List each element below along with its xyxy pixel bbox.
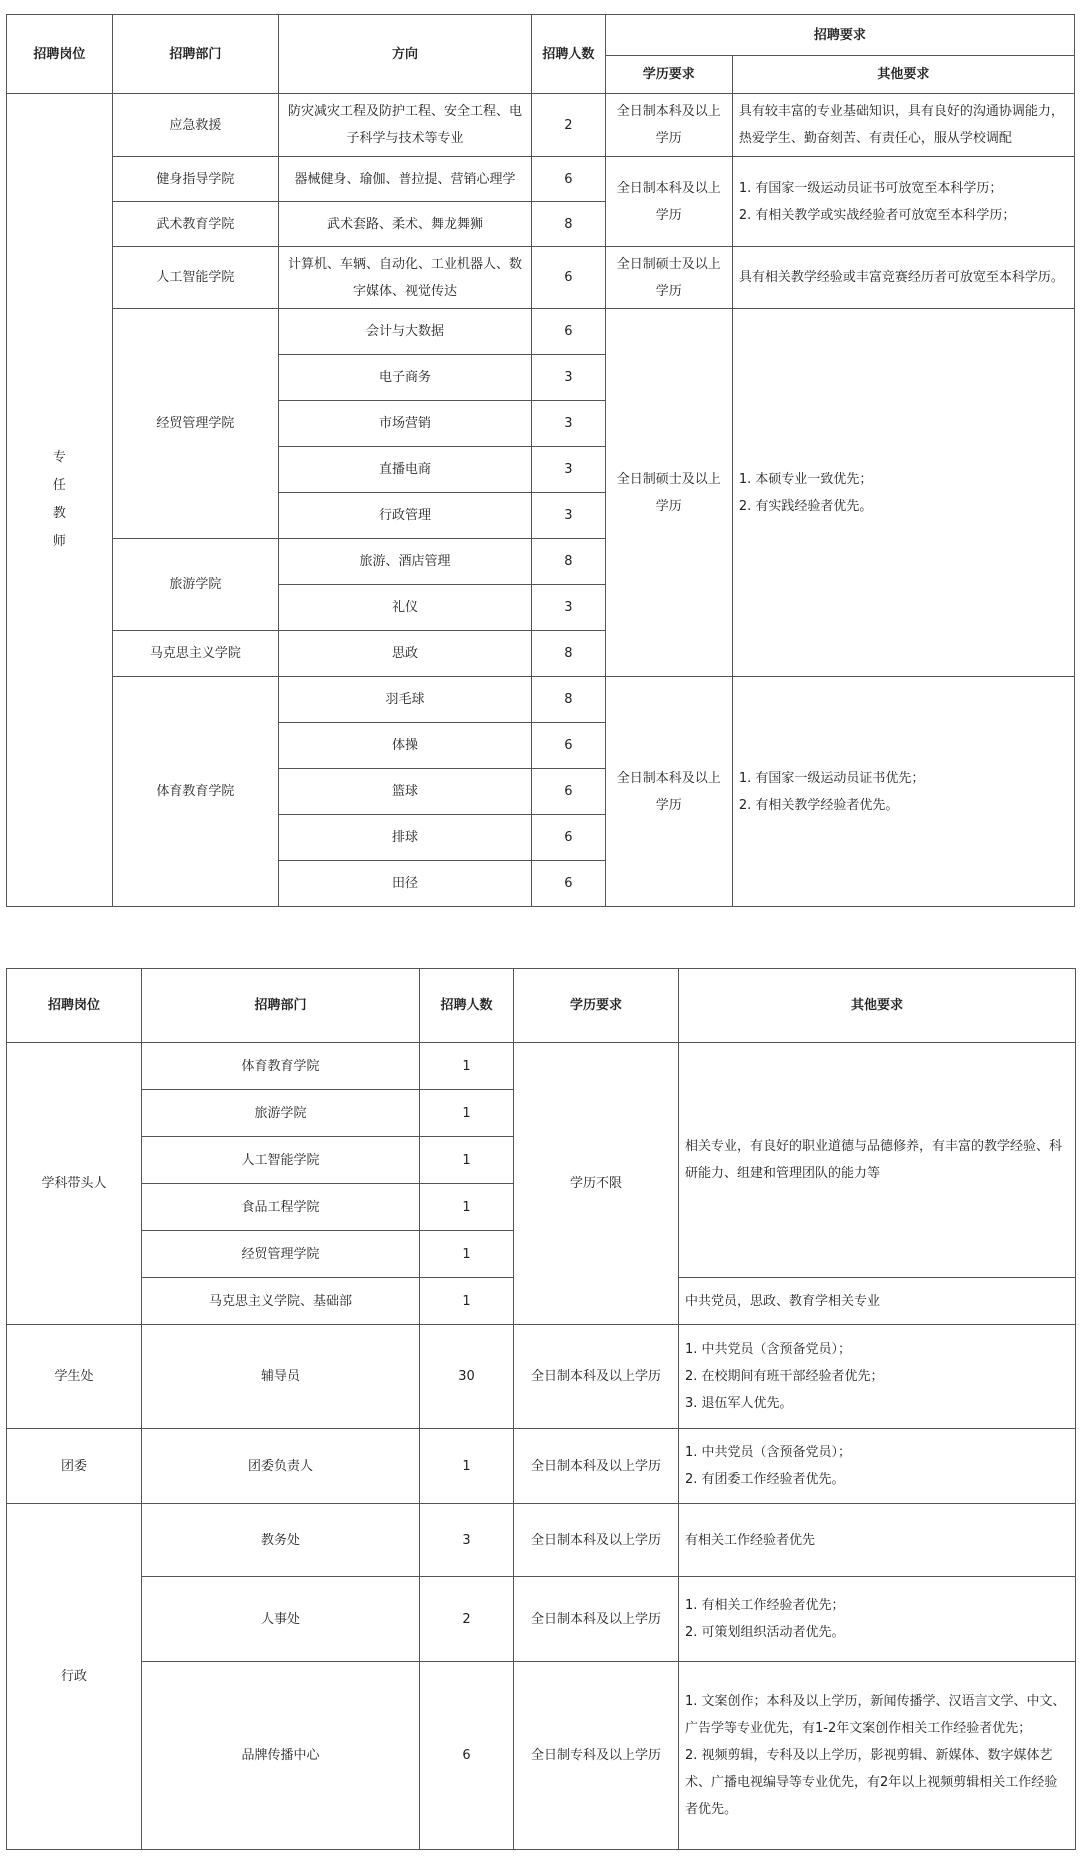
- education-cell: 全日制硕士及以上学历: [605, 247, 732, 309]
- education-cell: 全日制本科及以上学历: [514, 1504, 679, 1577]
- position-cell: 学科带头人: [7, 1043, 142, 1325]
- count-cell: 1: [420, 1043, 514, 1090]
- direction-cell: 篮球: [279, 769, 532, 815]
- table-row: [7, 677, 1075, 723]
- other-requirements-cell: 1. 中共党员（含预备党员）； 2. 在校期间有班干部经验者优先； 3. 退伍军人优先。: [679, 1325, 1076, 1429]
- table-row: [7, 247, 1075, 309]
- header-count: 招聘人数: [420, 969, 514, 1043]
- header-position: 招聘岗位: [7, 969, 142, 1043]
- count-cell: 1: [420, 1184, 514, 1231]
- count-cell: 6: [532, 769, 606, 815]
- education-cell: 全日制本科及以上学历: [605, 94, 732, 157]
- count-cell: 3: [532, 585, 606, 631]
- position-cell: 行政: [7, 1504, 142, 1850]
- education-cell: 全日制本科及以上学历: [514, 1577, 679, 1662]
- header-education: 学历要求: [605, 56, 732, 94]
- header-other: 其他要求: [732, 56, 1074, 94]
- table-row: [7, 1043, 1076, 1090]
- header-department: 招聘部门: [142, 969, 420, 1043]
- direction-cell: 体操: [279, 723, 532, 769]
- direction-cell: 武术套路、柔术、舞龙舞狮: [279, 202, 532, 247]
- education-cell: 全日制本科及以上学历: [514, 1325, 679, 1429]
- other-requirements-cell: 有相关工作经验者优先: [679, 1504, 1076, 1577]
- education-cell: 学历不限: [514, 1043, 679, 1325]
- count-cell: 6: [420, 1662, 514, 1850]
- direction-cell: 器械健身、瑜伽、普拉提、营销心理学: [279, 157, 532, 202]
- department-cell: 应急救援: [112, 94, 278, 157]
- direction-cell: 会计与大数据: [279, 309, 532, 355]
- department-cell: 马克思主义学院: [112, 631, 278, 677]
- direction-cell: 田径: [279, 861, 532, 907]
- header-requirements: 招聘要求: [605, 15, 1074, 56]
- department-cell: 体育教育学院: [112, 677, 278, 907]
- count-cell: 3: [532, 447, 606, 493]
- department-cell: 经贸管理学院: [112, 309, 278, 539]
- count-cell: 1: [420, 1090, 514, 1137]
- count-cell: 6: [532, 861, 606, 907]
- position-char: 任: [52, 478, 66, 493]
- other-requirements-cell: 中共党员，思政、教育学相关专业: [679, 1278, 1076, 1325]
- count-cell: 3: [532, 401, 606, 447]
- other-requirements-cell: 1. 文案创作；本科及以上学历，新闻传播学、汉语言文学、中文、广告学等专业优先，有1-2年文案创作相关工作经验者优先； 2. 视频剪辑，专科及以上学历，影视剪辑、新媒体、数字媒体艺术、广播电视编导等专业优先，有2年以上视频剪辑相关工作经验者优先。: [679, 1662, 1076, 1850]
- count-cell: 6: [532, 723, 606, 769]
- position-char: 教: [52, 506, 66, 521]
- count-cell: 1: [420, 1278, 514, 1325]
- education-cell: 全日制本科及以上学历: [605, 677, 732, 907]
- department-cell: 团委负责人: [142, 1429, 420, 1504]
- other-requirements-cell: 相关专业，有良好的职业道德与品德修养，有丰富的教学经验、科研能力、组建和管理团队的能力等: [679, 1043, 1076, 1278]
- department-cell: 旅游学院: [142, 1090, 420, 1137]
- position-cell: 学生处: [7, 1325, 142, 1429]
- department-cell: 经贸管理学院: [142, 1231, 420, 1278]
- direction-cell: 行政管理: [279, 493, 532, 539]
- header-department: 招聘部门: [112, 15, 278, 94]
- department-cell: 马克思主义学院、基础部: [142, 1278, 420, 1325]
- department-cell: 教务处: [142, 1504, 420, 1577]
- education-cell: 全日制本科及以上学历: [605, 157, 732, 247]
- direction-cell: 电子商务: [279, 355, 532, 401]
- staff-recruitment-table: [6, 968, 1076, 1850]
- count-cell: 2: [420, 1577, 514, 1662]
- count-cell: 8: [532, 202, 606, 247]
- count-cell: 3: [532, 355, 606, 401]
- direction-cell: 市场营销: [279, 401, 532, 447]
- education-cell: 全日制本科及以上学历: [514, 1429, 679, 1504]
- count-cell: 6: [532, 247, 606, 309]
- count-cell: 6: [532, 309, 606, 355]
- direction-cell: 礼仪: [279, 585, 532, 631]
- other-requirements-cell: 1. 中共党员（含预备党员）； 2. 有团委工作经验者优先。: [679, 1429, 1076, 1504]
- count-cell: 8: [532, 677, 606, 723]
- count-cell: 1: [420, 1231, 514, 1278]
- position-cell: [7, 94, 113, 907]
- table-row: [7, 94, 1075, 157]
- count-cell: 1: [420, 1137, 514, 1184]
- other-requirements-cell: 具有相关教学经验或丰富竞赛经历者可放宽至本科学历。: [732, 247, 1074, 309]
- other-requirements-cell: 1. 本硕专业一致优先； 2. 有实践经验者优先。: [732, 309, 1074, 677]
- other-requirements-cell: 1. 有国家一级运动员证书可放宽至本科学历； 2. 有相关教学或实战经验者可放宽至本科学历；: [732, 157, 1074, 247]
- position-char: 专: [52, 450, 66, 465]
- department-cell: 辅导员: [142, 1325, 420, 1429]
- position-char: 师: [52, 534, 66, 549]
- header-position: 招聘岗位: [7, 15, 113, 94]
- direction-cell: 计算机、车辆、自动化、工业机器人、数字媒体、视觉传达: [279, 247, 532, 309]
- department-cell: 健身指导学院: [112, 157, 278, 202]
- other-requirements-cell: 具有较丰富的专业基础知识，具有良好的沟通协调能力，热爱学生、勤奋刻苦、有责任心，服从学校调配: [732, 94, 1074, 157]
- department-cell: 食品工程学院: [142, 1184, 420, 1231]
- direction-cell: 直播电商: [279, 447, 532, 493]
- table-row: [7, 309, 1075, 355]
- department-cell: 品牌传播中心: [142, 1662, 420, 1850]
- count-cell: 8: [532, 631, 606, 677]
- education-cell: 全日制专科及以上学历: [514, 1662, 679, 1850]
- other-requirements-cell: 1. 有国家一级运动员证书优先； 2. 有相关教学经验者优先。: [732, 677, 1074, 907]
- department-cell: 旅游学院: [112, 539, 278, 631]
- table-row: [7, 1504, 1076, 1577]
- direction-cell: 旅游、酒店管理: [279, 539, 532, 585]
- count-cell: 8: [532, 539, 606, 585]
- table-row: [7, 157, 1075, 202]
- direction-cell: 羽毛球: [279, 677, 532, 723]
- count-cell: 3: [532, 493, 606, 539]
- table-row: [7, 1429, 1076, 1504]
- header-count: 招聘人数: [532, 15, 606, 94]
- direction-cell: 思政: [279, 631, 532, 677]
- count-cell: 6: [532, 815, 606, 861]
- count-cell: 2: [532, 94, 606, 157]
- count-cell: 3: [420, 1504, 514, 1577]
- table-row: [7, 1325, 1076, 1429]
- count-cell: 6: [532, 157, 606, 202]
- teacher-recruitment-table: [6, 14, 1075, 907]
- direction-cell: 防灾减灾工程及防护工程、安全工程、电子科学与技术等专业: [279, 94, 532, 157]
- department-cell: 体育教育学院: [142, 1043, 420, 1090]
- position-cell: 团委: [7, 1429, 142, 1504]
- department-cell: 人工智能学院: [112, 247, 278, 309]
- education-cell: 全日制硕士及以上学历: [605, 309, 732, 677]
- department-cell: 武术教育学院: [112, 202, 278, 247]
- table-row: [7, 1577, 1076, 1662]
- count-cell: 30: [420, 1325, 514, 1429]
- header-education: 学历要求: [514, 969, 679, 1043]
- direction-cell: 排球: [279, 815, 532, 861]
- department-cell: 人工智能学院: [142, 1137, 420, 1184]
- header-other: 其他要求: [679, 969, 1076, 1043]
- header-direction: 方向: [279, 15, 532, 94]
- other-requirements-cell: 1. 有相关工作经验者优先； 2. 可策划组织活动者优先。: [679, 1577, 1076, 1662]
- department-cell: 人事处: [142, 1577, 420, 1662]
- count-cell: 1: [420, 1429, 514, 1504]
- table-row: [7, 1662, 1076, 1850]
